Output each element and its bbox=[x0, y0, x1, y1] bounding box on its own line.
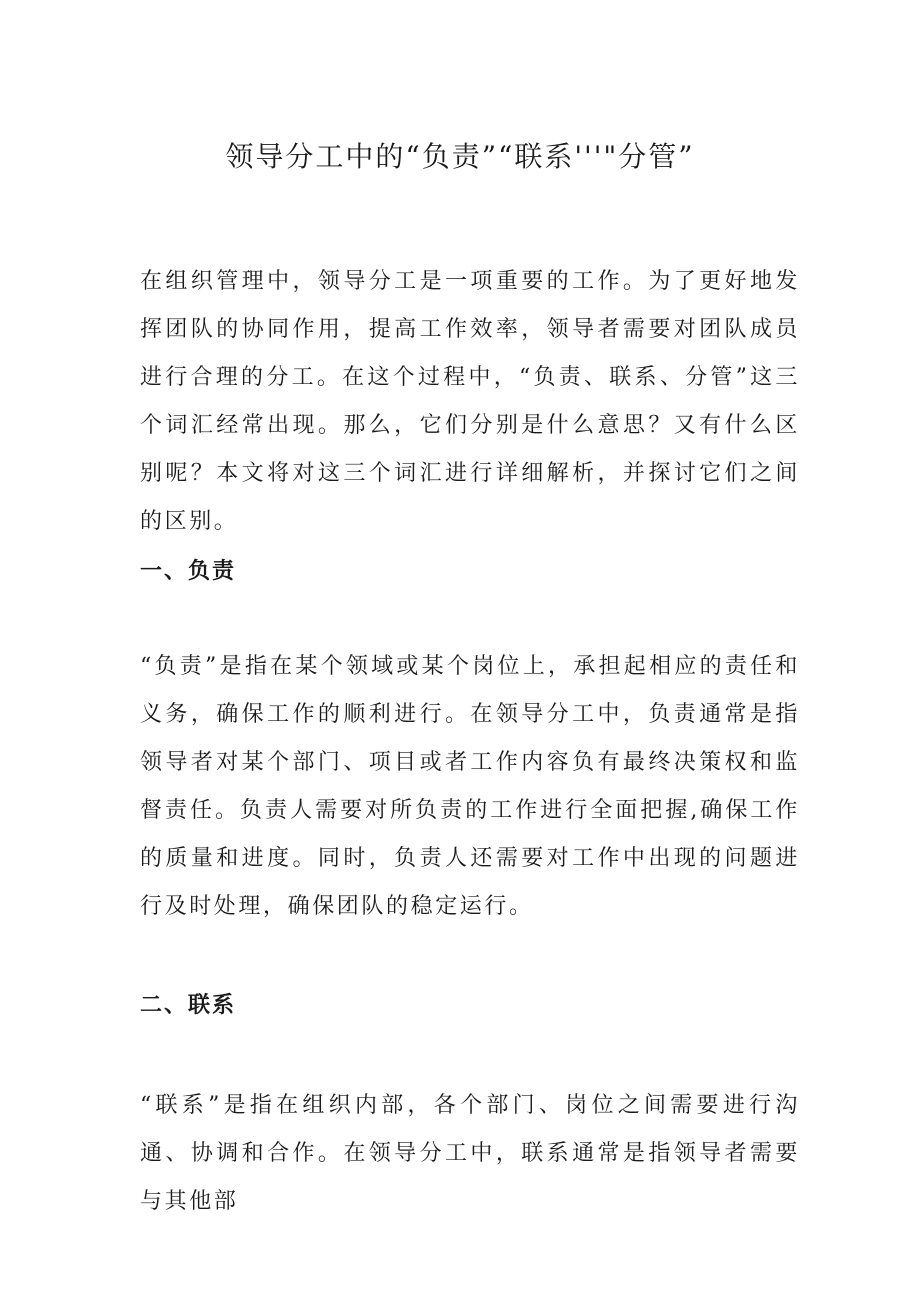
section-body-responsible: “负责”是指在某个领域或某个岗位上，承担起相应的责任和义务，确保工作的顺利进行。在领导分工中，负责通常是指领导者对某个部门、项目或者工作内容负有最终决策权和监督责任。负责人需要对所负责的工作进行全面把握,确保工作的质量和进度。同时，负责人还需要对工作中出现的问题进行及时处理，确保团队的稳定运行。 bbox=[140, 654, 800, 919]
section-heading-liaison: 二、联系 bbox=[140, 992, 237, 1018]
document-title: 领导分工中的“负责”“联系'''"分管” bbox=[225, 140, 695, 173]
intro-paragraph: 在组织管理中，领导分工是一项重要的工作。为了更好地发挥团队的协同作用，提高工作效率，领导者需要对团队成员进行合理的分工。在这个过程中，“负责、联系、分管”这三个词汇经常出现。那么，它们分别是什么意思？又有什么区别呢？本文将对这三个词汇进行详细解析，并探讨它们之间的区别。 bbox=[140, 269, 800, 534]
section-body-liaison: “联系”是指在组织内部，各个部门、岗位之间需要进行沟通、协调和合作。在领导分工中，联系通常是指领导者需要与其他部 bbox=[140, 1093, 800, 1214]
section-heading-responsible: 一、负责 bbox=[140, 558, 237, 584]
